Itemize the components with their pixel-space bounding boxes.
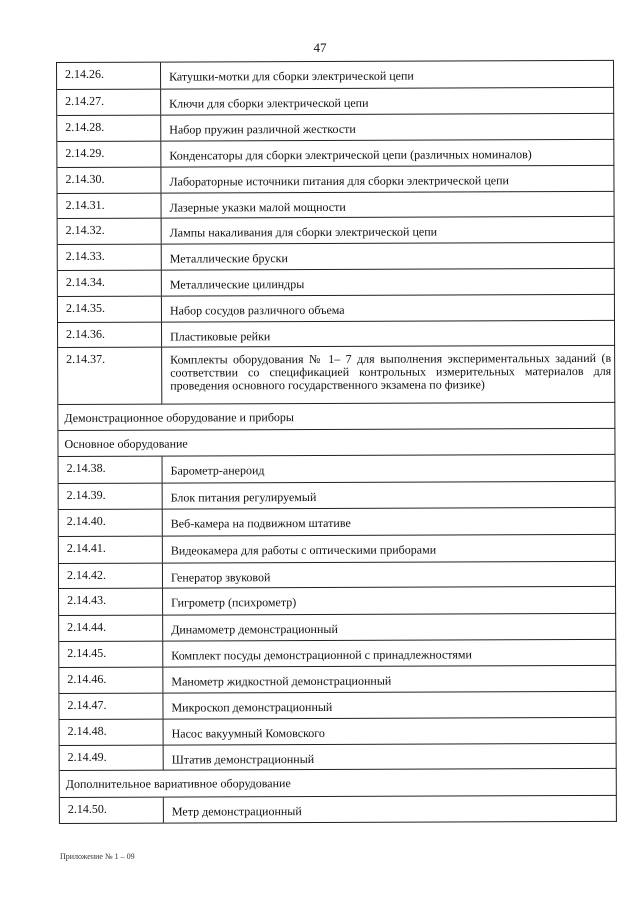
item-description: Манометр жидкостной демонстрационный — [171, 673, 392, 689]
table-row — [58, 192, 615, 219]
section-heading-row — [58, 429, 615, 457]
item-description: Ключи для сборки электрической цепи — [169, 95, 369, 111]
item-number: 2.14.27. — [57, 90, 161, 115]
item-description: Комплекты оборудования № 1– 7 для выполнения экспериментальных заданий (в соответствии со спецификацией контрольных измерительных материалов для проведения основного государственного экзамена по физике) — [170, 350, 612, 393]
item-number: 2.14.46. — [59, 668, 163, 693]
table-row — [57, 114, 614, 142]
item-number: 2.14.36. — [58, 323, 162, 347]
item-number: 2.14.26. — [57, 63, 161, 89]
table-row — [60, 744, 617, 771]
item-number: 2.14.30. — [57, 168, 161, 193]
table-row — [57, 166, 614, 194]
item-number: 2.14.34. — [58, 271, 162, 296]
item-description: Металлические цилиндры — [169, 277, 305, 292]
table-row — [58, 321, 615, 348]
item-number: 2.14.42. — [59, 564, 163, 588]
item-description: Комплект посуды демонстрационной с принадлежностями — [171, 647, 472, 663]
item-description: Лампы накаливания для сборки электрической цепи — [169, 224, 438, 240]
item-description: Катушки-мотки для сборки электрической цепи — [169, 68, 414, 84]
table-row — [60, 718, 617, 746]
item-description: Пластиковые рейки — [170, 329, 271, 344]
table-row — [59, 562, 616, 589]
item-number: 2.14.47. — [59, 694, 163, 719]
item-number: 2.14.37. — [58, 348, 162, 404]
section-heading: Дополнительное вариативное оборудование — [65, 776, 291, 791]
table-row — [58, 243, 615, 271]
table-row — [59, 666, 616, 694]
table-row — [59, 482, 616, 510]
item-number: 2.14.43. — [59, 589, 163, 615]
table-row — [57, 61, 614, 90]
item-description: Конденсаторы для сборки электрической цепи (различных номиналов) — [169, 147, 532, 163]
item-number: 2.14.29. — [57, 142, 161, 167]
item-description: Микроскоп демонстрационный — [171, 699, 333, 715]
table-row — [59, 640, 616, 668]
item-number: 2.14.48. — [60, 720, 164, 745]
table-row — [57, 88, 614, 116]
item-number: 2.14.50. — [60, 798, 164, 823]
item-number: 2.14.28. — [57, 116, 161, 141]
table-row — [58, 269, 615, 297]
item-number: 2.14.45. — [59, 642, 163, 667]
table-row — [59, 587, 616, 616]
item-description: Веб-камера на подвижном штативе — [170, 515, 351, 531]
item-number: 2.14.41. — [59, 537, 163, 563]
item-description: Штатив демонстрационный — [171, 752, 315, 767]
item-description: Гигрометр (психрометр) — [171, 595, 297, 610]
table-row — [59, 508, 616, 537]
item-number: 2.14.44. — [59, 616, 163, 641]
item-description: Барометр-анероид — [170, 463, 265, 478]
section-heading-row — [60, 769, 617, 798]
section-heading: Демонстрационное оборудование и приборы — [64, 410, 295, 425]
table-row — [58, 217, 615, 245]
table-row — [58, 346, 615, 405]
item-description: Лабораторные источники питания для сборки электрической цепи — [169, 173, 509, 189]
item-number: 2.14.40. — [59, 510, 163, 536]
item-description: Блок питания регулируемый — [170, 490, 317, 505]
page-number: 47 — [313, 40, 327, 55]
item-number: 2.14.32. — [58, 219, 162, 244]
item-description: Видеокамера для работы с оптическими приборами — [170, 542, 437, 558]
item-number: 2.14.35. — [58, 297, 162, 322]
section-heading-row — [58, 403, 615, 431]
item-description: Динамометр демонстрационный — [171, 621, 338, 637]
table-row — [59, 614, 616, 642]
section-heading: Основное оборудование — [64, 436, 188, 451]
table-row — [57, 140, 614, 168]
item-description: Лазерные указки малой мощности — [169, 199, 346, 215]
footer-note: Приложение № 1 – 09 — [60, 852, 135, 861]
item-description: Метр демонстрационный — [171, 804, 302, 819]
item-number: 2.14.39. — [59, 484, 163, 509]
table-row — [59, 692, 616, 720]
item-description: Генератор звуковой — [170, 570, 271, 585]
table-row — [59, 535, 616, 564]
item-number: 2.14.49. — [60, 746, 164, 770]
item-description: Набор пружин различной жесткости — [169, 121, 356, 137]
equipment-table — [56, 60, 617, 824]
item-number: 2.14.31. — [58, 194, 162, 218]
item-description: Набор сосудов различного объема — [169, 302, 345, 318]
table-row — [59, 455, 616, 484]
item-description: Металлические бруски — [169, 251, 288, 266]
item-number: 2.14.33. — [58, 245, 162, 270]
item-number: 2.14.38. — [59, 457, 163, 483]
table-row — [58, 295, 615, 323]
item-description: Насос вакуумный Комовского — [171, 725, 325, 741]
table-row — [60, 796, 617, 824]
